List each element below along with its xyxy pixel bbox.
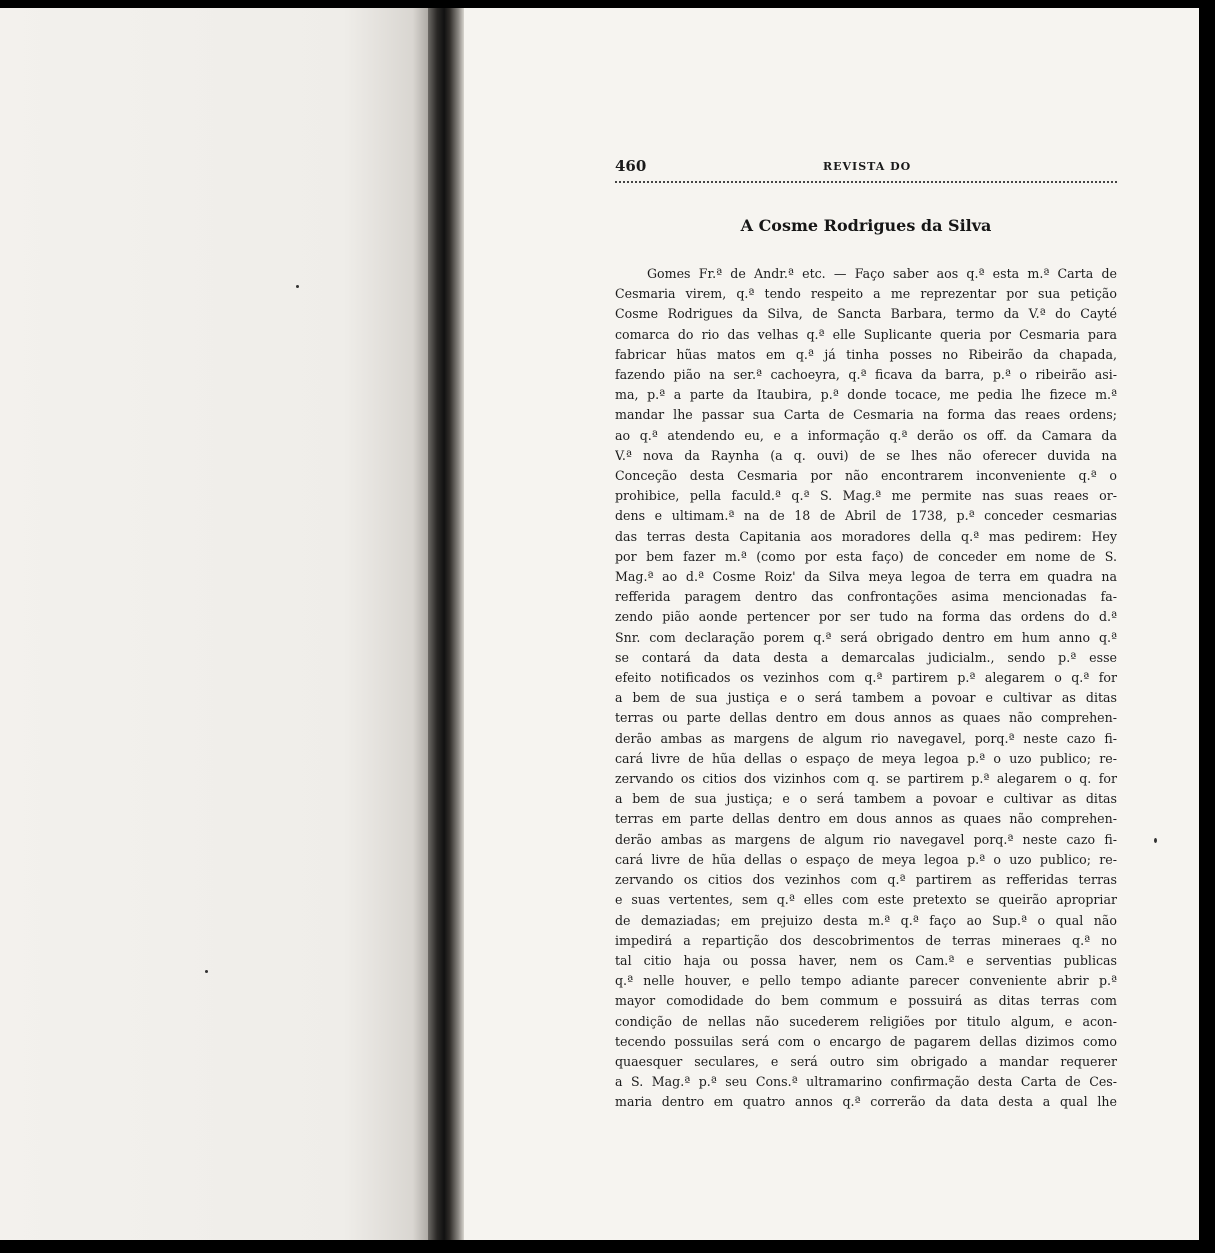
left-page-blank bbox=[0, 8, 430, 1240]
text-line: fabricar hũas matos em q.ª já tinha posses no Ribeirão da chapada, bbox=[615, 346, 1117, 362]
text-line: terras em parte dellas dentro em dous annos as quaes não comprehen- bbox=[615, 811, 1117, 827]
text-line: derão ambas as margens de algum rio navegavel, porq.ª neste cazo fi- bbox=[615, 730, 1117, 746]
text-line: dens e ultimam.ª na de 18 de Abril de 1738, p.ª conceder cesmarias bbox=[615, 508, 1117, 524]
text-line: tecendo possuilas será com o encargo de pagarem dellas dizimos como bbox=[615, 1033, 1117, 1049]
text-line: zervando os citios dos vizinhos com q. se partirem p.ª alegarem o q. for bbox=[615, 771, 1117, 787]
running-head: REVISTA DO bbox=[823, 160, 912, 173]
text-line: prohibice, pella faculd.ª q.ª S. Mag.ª me permite nas suas reaes or- bbox=[615, 488, 1117, 504]
text-line: efeito notificados os vezinhos com q.ª partirem p.ª alegarem o q.ª for bbox=[615, 670, 1117, 686]
text-line: mayor comodidade do bem commum e possuirá as ditas terras com bbox=[615, 993, 1117, 1009]
text-line: V.ª nova da Raynha (a q. ouvi) de se lhes não oferecer duvida na bbox=[615, 447, 1117, 463]
text-line: Cosme Rodrigues da Silva, de Sancta Barbara, termo da V.ª do Cayté bbox=[615, 306, 1117, 322]
text-line: tal citio haja ou possa haver, nem os Cam.ª e serventias publicas bbox=[615, 952, 1117, 968]
paper-speck bbox=[1154, 838, 1157, 843]
text-line: comarca do rio das velhas q.ª elle Suplicante queria por Cesmaria para bbox=[615, 326, 1117, 342]
text-line: zervando os citios dos vezinhos com q.ª partirem as refferidas terras bbox=[615, 872, 1117, 888]
text-line: Snr. com declaração porem q.ª será obrigado dentro em hum anno q.ª bbox=[615, 629, 1117, 645]
text-line: refferida paragem dentro das confrontações asima mencionadas fa- bbox=[615, 589, 1117, 605]
text-line: q.ª nelle houver, e pello tempo adiante parecer conveniente abrir p.ª bbox=[615, 973, 1117, 989]
text-line: a bem de sua justiça e o será tambem a povoar e cultivar as ditas bbox=[615, 690, 1117, 706]
article-title: A Cosme Rodrigues da Silva bbox=[740, 216, 992, 235]
text-line: se contará da data desta a demarcalas judicialm., sendo p.ª esse bbox=[615, 649, 1117, 665]
text-line: Cesmaria virem, q.ª tendo respeito a me reprezentar por sua petição bbox=[615, 286, 1117, 302]
text-line: a S. Mag.ª p.ª seu Cons.ª ultramarino confirmação desta Carta de Ces- bbox=[615, 1074, 1117, 1090]
text-line: terras ou parte dellas dentro em dous annos as quaes não comprehen- bbox=[615, 710, 1117, 726]
text-line: zendo pião aonde pertencer por ser tudo na forma das ordens do d.ª bbox=[615, 609, 1117, 625]
text-line: cará livre de hũa dellas o espaço de meya legoa p.ª o uzo publico; re- bbox=[615, 851, 1117, 867]
text-line: das terras desta Capitania aos moradores della q.ª mas pedirem: Hey bbox=[615, 528, 1117, 544]
text-line: fazendo pião na ser.ª cachoeyra, q.ª ficava da barra, p.ª o ribeirão asi- bbox=[615, 367, 1117, 383]
text-line: Conceção desta Cesmaria por não encontrarem inconveniente q.ª o bbox=[615, 468, 1117, 484]
paper-speck bbox=[296, 285, 299, 288]
text-line: ao q.ª atendendo eu, e a informação q.ª derão os off. da Camara da bbox=[615, 427, 1117, 443]
scan-right-edge bbox=[1199, 8, 1215, 1240]
text-line: a bem de sua justiça; e o será tambem a povoar e cultivar as ditas bbox=[615, 791, 1117, 807]
text-line: ma, p.ª a parte da Itaubira, p.ª donde tocace, me pedia lhe fizece m.ª bbox=[615, 387, 1117, 403]
text-line: Mag.ª ao d.ª Cosme Roiz' da Silva meya legoa de terra em quadra na bbox=[615, 569, 1117, 585]
text-line: condição de nellas não sucederem religiões por titulo algum, e acon- bbox=[615, 1013, 1117, 1029]
text-line: cará livre de hũa dellas o espaço de meya legoa p.ª o uzo publico; re- bbox=[615, 750, 1117, 766]
text-line: Gomes Fr.ª de Andr.ª etc. — Faço saber aos q.ª esta m.ª Carta de bbox=[647, 266, 1117, 281]
text-line: quaesquer seculares, e será outro sim obrigado a mandar requerer bbox=[615, 1053, 1117, 1069]
text-line: por bem fazer m.ª (como por esta faço) de conceder em nome de S. bbox=[615, 548, 1117, 564]
header-rule bbox=[615, 181, 1117, 183]
paper-speck bbox=[205, 970, 208, 973]
book-spine-gutter bbox=[428, 8, 464, 1240]
text-line: e suas vertentes, sem q.ª elles com este pretexto se queirão apropriar bbox=[615, 892, 1117, 908]
page-number: 460 bbox=[615, 157, 647, 175]
text-line: impedirá a repartição dos descobrimentos de terras mineraes q.ª no bbox=[615, 932, 1117, 948]
text-line: maria dentro em quatro annos q.ª correrão da data desta a qual lhe bbox=[615, 1094, 1117, 1110]
page-header bbox=[615, 157, 1117, 179]
text-line: derão ambas as margens de algum rio navegavel porq.ª neste cazo fi- bbox=[615, 831, 1117, 847]
body-text bbox=[615, 264, 1117, 1113]
text-line: de demaziadas; em prejuizo desta m.ª q.ª faço ao Sup.ª o qual não bbox=[615, 912, 1117, 928]
text-line: mandar lhe passar sua Carta de Cesmaria na forma das reaes ordens; bbox=[615, 407, 1117, 423]
